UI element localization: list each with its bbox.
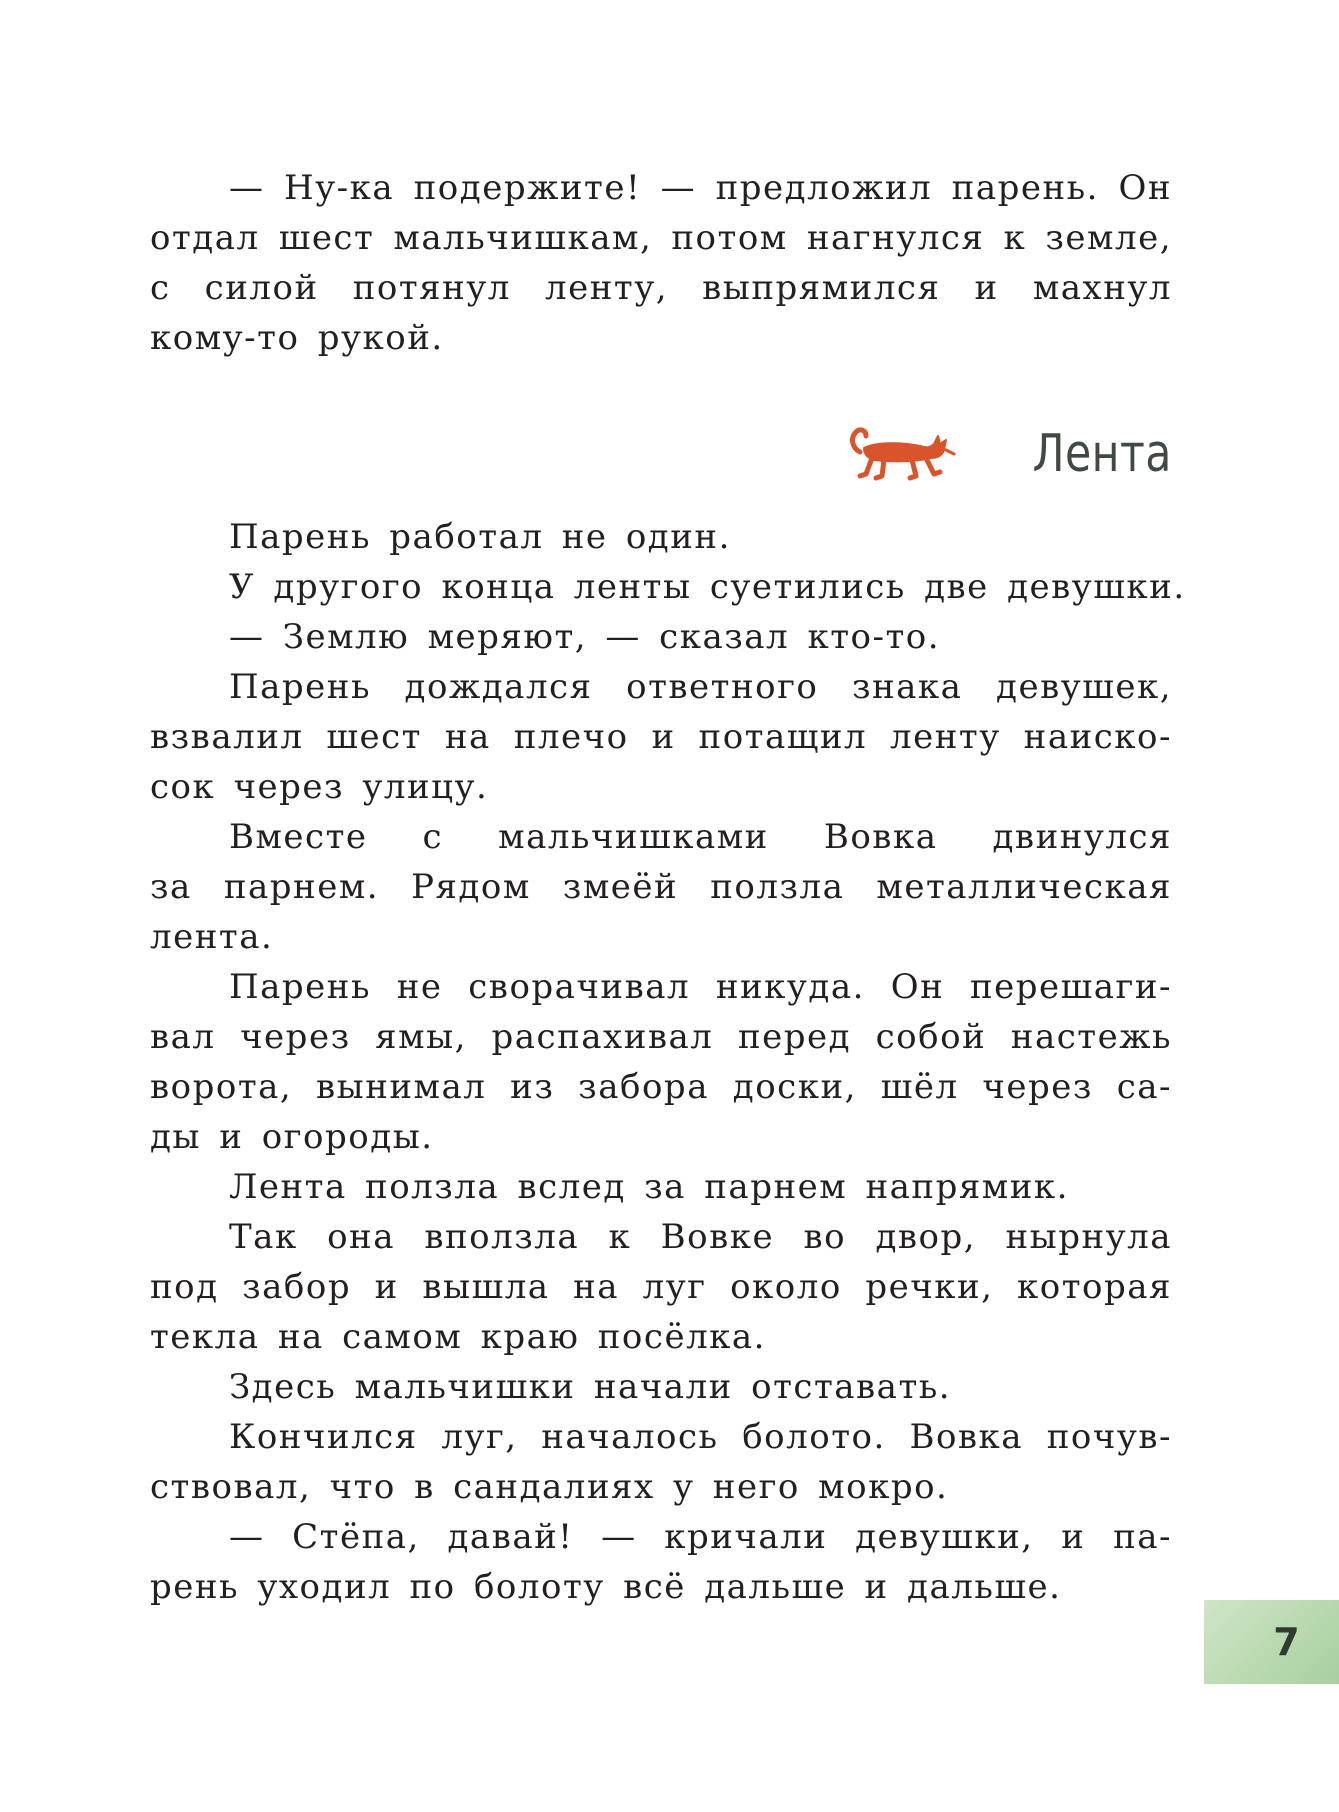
text-line: Парень не сворачивал никуда. Он перешаги- [229, 967, 1172, 1007]
text-line: У другого конца ленты суетились две девушки. [229, 567, 1186, 607]
text-line: под забор и вышла на луг около речки, которая [150, 1267, 1172, 1307]
text-line: кому-то рукой. [150, 318, 444, 358]
text-line: Здесь мальчишки начали отставать. [229, 1367, 952, 1407]
text-line: с силой потянул ленту, выпрямился и махнул [150, 268, 1172, 308]
text-line: ворота, вынимал из забора доски, шёл через са- [150, 1067, 1172, 1107]
page-number-tab [1204, 1600, 1339, 1684]
section-heading [846, 414, 1172, 494]
text-line: рень уходил по болоту всё дальше и дальше. [150, 1567, 1062, 1607]
text-line: Так она вползла к Вовке во двор, нырнула [229, 1217, 1172, 1257]
text-line: — Ну-ка подержите! — предложил парень. Он [229, 168, 1172, 208]
text-line: текла на самом краю посёлка. [150, 1317, 766, 1357]
text-line: — Землю меряют, — сказал кто-то. [229, 617, 941, 657]
section-title: Лента [1032, 424, 1172, 484]
section-body [150, 512, 1186, 1612]
text-line: — Стёпа, давай! — кричали девушки, и па- [229, 1517, 1172, 1557]
text-line: за парнем. Рядом змеёй ползла металлическая [150, 867, 1172, 907]
text-line: ствовал, что в сандалиях у него мокро. [150, 1467, 949, 1507]
text-line: Вместе с мальчишками Вовка двинулся [229, 817, 1172, 857]
text-line: лента. [150, 917, 274, 957]
text-line: сок через улицу. [150, 767, 489, 807]
page-number: 7 [1273, 1620, 1300, 1664]
intro-paragraph [150, 163, 1172, 363]
text-line: Парень дождался ответного знака девушек, [229, 667, 1172, 707]
text-line: Лента ползла вслед за парнем напрямик. [229, 1167, 1069, 1207]
text-line: Кончился луг, началось болото. Вовка почув- [229, 1417, 1172, 1457]
text-line: вал через ямы, распахивал перед собой настежь [150, 1017, 1172, 1057]
fox-icon [846, 418, 958, 490]
text-line: взвалил шест на плечо и потащил ленту наиско- [150, 717, 1172, 757]
text-line: ды и огороды. [150, 1117, 434, 1157]
text-line: Парень работал не один. [229, 517, 731, 557]
text-line: отдал шест мальчишкам, потом нагнулся к земле, [150, 218, 1172, 258]
